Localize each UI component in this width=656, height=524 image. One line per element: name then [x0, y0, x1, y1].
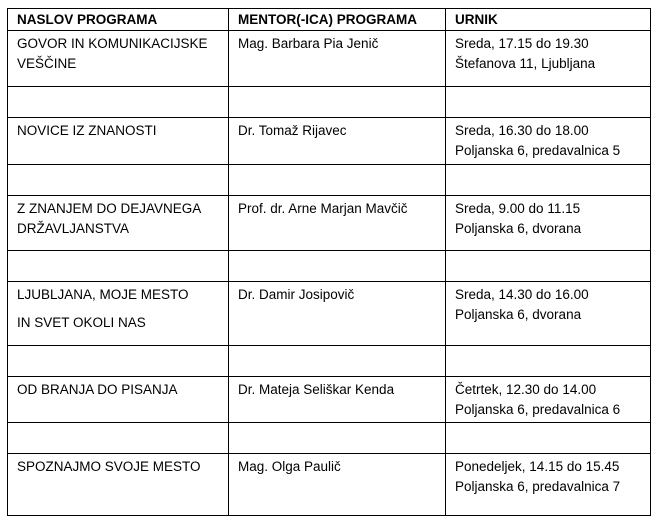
schedule-cell	[446, 454, 651, 516]
schedule-time: Sreda, 17.15 do 19.30	[455, 36, 589, 51]
spacer-row	[8, 423, 651, 454]
program-schedule-table	[7, 8, 651, 516]
table-row	[8, 31, 651, 87]
spacer-row	[8, 87, 651, 118]
program-title-line: NOVICE IZ ZNANOSTI	[17, 123, 157, 138]
table-row	[8, 118, 651, 165]
schedule-cell	[446, 282, 651, 346]
schedule-cell	[446, 118, 651, 165]
program-title-cell	[8, 196, 229, 251]
header-program: NASLOV PROGRAMA	[8, 9, 229, 31]
program-title-line: OD BRANJA DO PISANJA	[17, 382, 178, 397]
program-title-line: LJUBLJANA, MOJE MESTO	[17, 287, 189, 302]
program-title-cell	[8, 454, 229, 516]
header-schedule: URNIK	[446, 9, 651, 31]
schedule-location: Poljanska 6, dvorana	[455, 221, 582, 236]
program-title-cell	[8, 118, 229, 165]
program-title-line: DRŽAVLJANSTVA	[17, 221, 130, 236]
table-row	[8, 454, 651, 516]
schedule-time: Sreda, 9.00 do 11.15	[455, 201, 581, 216]
schedule-time: Četrtek, 12.30 do 14.00	[455, 382, 597, 397]
header-row	[8, 9, 651, 31]
schedule-location: Poljanska 6, predavalnica 5	[455, 143, 621, 158]
schedule-time: Ponedeljek, 14.15 do 15.45	[455, 459, 620, 474]
mentor-cell: Dr. Tomaž Rijavec	[229, 118, 446, 165]
schedule-cell	[446, 377, 651, 423]
spacer-row	[8, 165, 651, 196]
program-title-cell	[8, 282, 229, 346]
schedule-cell	[446, 31, 651, 87]
mentor-cell: Dr. Mateja Seliškar Kenda	[229, 377, 446, 423]
program-title-line: GOVOR IN KOMUNIKACIJSKE	[17, 36, 208, 51]
table-row	[8, 282, 651, 346]
schedule-time: Sreda, 16.30 do 18.00	[455, 123, 589, 138]
header-mentor: MENTOR(-ICA) PROGRAMA	[229, 9, 446, 31]
mentor-cell: Mag. Barbara Pia Jenič	[229, 31, 446, 87]
spacer-row	[8, 346, 651, 377]
table-row	[8, 196, 651, 251]
schedule-location: Poljanska 6, predavalnica 6	[455, 402, 621, 417]
schedule-location: Poljanska 6, predavalnica 7	[455, 479, 621, 494]
mentor-cell: Mag. Olga Paulič	[229, 454, 446, 516]
schedule-cell	[446, 196, 651, 251]
schedule-location: Poljanska 6, dvorana	[455, 307, 582, 322]
program-title-line: SPOZNAJMO SVOJE MESTO	[17, 459, 201, 474]
program-title-line: IN SVET OKOLI NAS	[17, 315, 146, 330]
program-title-cell	[8, 31, 229, 87]
program-title-line: VEŠČINE	[17, 56, 77, 71]
spacer-row	[8, 251, 651, 282]
mentor-cell: Dr. Damir Josipovič	[229, 282, 446, 346]
program-title-line: Z ZNANJEM DO DEJAVNEGA	[17, 201, 202, 216]
schedule-time: Sreda, 14.30 do 16.00	[455, 287, 589, 302]
program-title-cell	[8, 377, 229, 423]
table-row	[8, 377, 651, 423]
schedule-location: Štefanova 11, Ljubljana	[455, 56, 596, 71]
mentor-cell: Prof. dr. Arne Marjan Mavčič	[229, 196, 446, 251]
